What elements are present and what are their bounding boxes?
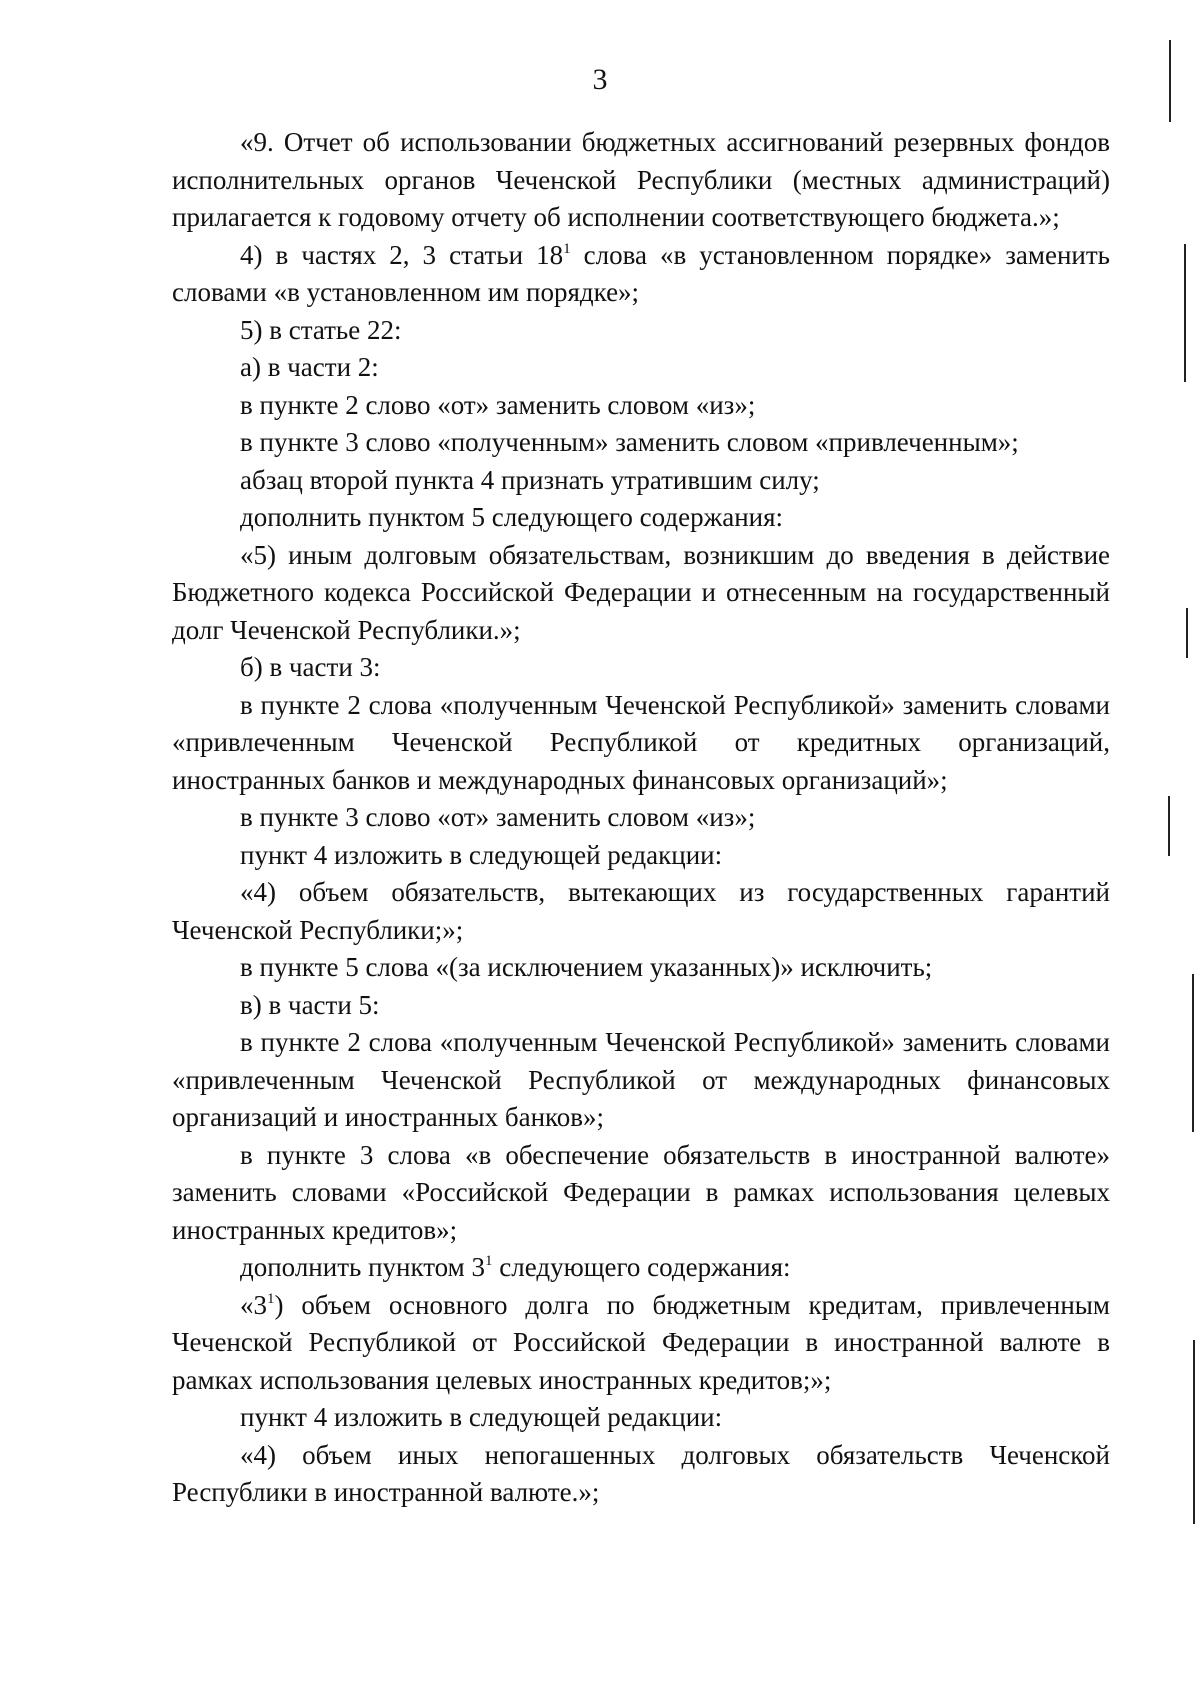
paragraph-text: 4) в частях 2, 3 статьи 18 bbox=[240, 239, 564, 270]
scan-margin-mark bbox=[1169, 40, 1171, 122]
paragraph-text: ) объем основного долга по бюджетным кредитам, привлеченным Чеченской Республикой от Российской Федерации в иностранной валюте в рамках использования целевых иностранных кредитов;»; bbox=[172, 1289, 1110, 1395]
document-body bbox=[172, 124, 1110, 1512]
paragraph: в пункте 2 слово «от» заменить словом «из»; bbox=[240, 389, 756, 420]
scan-margin-mark bbox=[1193, 1340, 1195, 1524]
paragraph-quoted-item-4-final: «4) объем иных непогашенных долговых обязательств Чеченской Республики в иностранной валюте.»; bbox=[172, 1439, 1110, 1507]
paragraph: в пункте 3 слово «полученным» заменить словом «привлеченным»; bbox=[240, 427, 1019, 457]
paragraph-quoted-item-4: «4) объем обязательств, вытекающих из государственных гарантий Чеченской Республики;»; bbox=[172, 877, 1110, 945]
paragraph: в пункте 2 слова «полученным Чеченской Республикой» заменить словами «привлеченным Чеченской Республикой от кредитных организаций, иностранных банков и международных финансовых организаций»; bbox=[172, 689, 1110, 795]
paragraph: пункт 4 изложить в следующей редакции: bbox=[240, 1402, 723, 1432]
paragraph-text: слова «в установленном порядке» заменить словами «в установленном им порядке»; bbox=[172, 239, 1110, 307]
paragraph: абзац второй пункта 4 признать утратившим силу; bbox=[240, 464, 820, 495]
paragraph: в пункте 3 слово «от» заменить словом «из»; bbox=[240, 802, 756, 832]
paragraph-quoted-item-5: «5) иным долговым обязательствам, возникшим до введения в действие Бюджетного кодекса Российской Федерации и отнесенным на государственный долг Чеченской Республики.»; bbox=[172, 539, 1110, 645]
paragraph bbox=[172, 1249, 1110, 1287]
page-number: 3 bbox=[592, 63, 608, 96]
paragraph-quoted-item-3-1 bbox=[172, 1287, 1110, 1400]
superscript: 1 bbox=[563, 240, 571, 257]
paragraph-report-reserve-funds: «9. Отчет об использовании бюджетных ассигнований резервных фондов исполнительных органов Чеченской Республики (местных администраций) прилагается к годовому отчету об исполнении соответствующего бюджета.»; bbox=[172, 127, 1110, 232]
scan-margin-mark bbox=[1168, 796, 1170, 856]
paragraph: дополнить пунктом 5 следующего содержания: bbox=[240, 502, 784, 532]
paragraph: в пункте 3 слова «в обеспечение обязательств в иностранной валюте» заменить словами «Российской Федерации в рамках использования целевых иностранных кредитов»; bbox=[172, 1139, 1110, 1245]
paragraph: в пункте 5 слова «(за исключением указанных)» исключить; bbox=[240, 952, 933, 982]
paragraph-subitem-v: в) в части 5: bbox=[240, 989, 380, 1020]
superscript: 1 bbox=[267, 1290, 275, 1307]
paragraph: пункт 4 изложить в следующей редакции: bbox=[240, 839, 723, 870]
paragraph-text: «3 bbox=[240, 1289, 267, 1320]
scan-margin-mark bbox=[1186, 608, 1188, 658]
paragraph-item-5: 5) в статье 22: bbox=[240, 314, 402, 345]
paragraph: в пункте 2 слова «полученным Чеченской Республикой» заменить словами «привлеченным Чеченской Республикой от международных финансовых организаций и иностранных банков»; bbox=[172, 1027, 1110, 1132]
scan-margin-mark bbox=[1192, 974, 1194, 1132]
superscript: 1 bbox=[485, 1253, 493, 1269]
paragraph-subitem-a: а) в части 2: bbox=[240, 352, 379, 382]
paragraph-item-4 bbox=[172, 237, 1110, 312]
paragraph-subitem-b: б) в части 3: bbox=[240, 652, 381, 682]
paragraph-text: дополнить пунктом 3 bbox=[240, 1252, 485, 1282]
scan-margin-mark bbox=[1184, 244, 1186, 382]
paragraph-text: следующего содержания: bbox=[492, 1252, 791, 1282]
